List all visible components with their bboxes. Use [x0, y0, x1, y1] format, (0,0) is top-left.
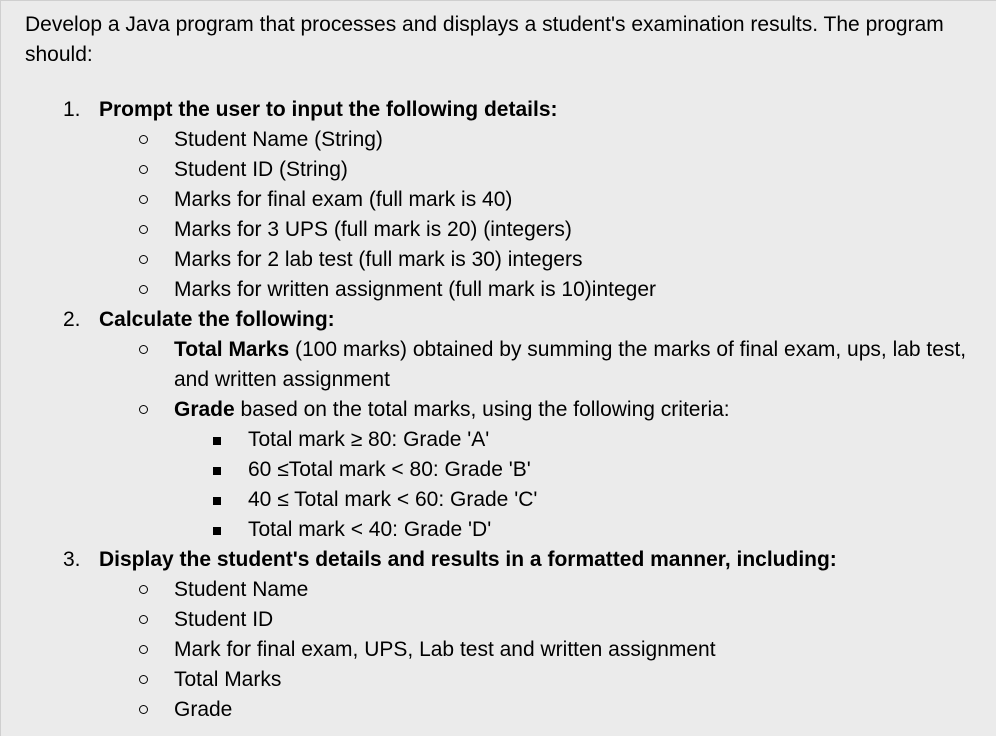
step-1-heading: Prompt the user to input the following details: [99, 98, 558, 121]
step-3-item: Total Marks [174, 668, 282, 691]
step-2-item-grade [174, 395, 730, 425]
hollow-bullet-icon [139, 705, 148, 714]
grade-criterion: 40 ≤ Total mark < 60: Grade 'C' [248, 488, 538, 511]
step-2-number: 2. [63, 308, 81, 331]
step-2-heading: Calculate the following: [99, 308, 335, 331]
hollow-bullet-icon [139, 675, 148, 684]
step-1-number: 1. [63, 98, 81, 121]
step-1-item: Marks for 2 lab test (full mark is 30) integers [174, 248, 583, 271]
grade-term: Grade [174, 398, 235, 421]
step-1-item: Student ID (String) [174, 158, 348, 181]
hollow-bullet-icon [139, 255, 148, 264]
filled-square-bullet-icon [213, 527, 221, 535]
hollow-bullet-icon [139, 585, 148, 594]
step-3-item: Student Name [174, 578, 309, 601]
hollow-bullet-icon [139, 645, 148, 654]
hollow-bullet-icon [139, 285, 148, 294]
grade-criterion: 60 ≤Total mark < 80: Grade 'B' [248, 458, 531, 481]
hollow-bullet-icon [139, 615, 148, 624]
hollow-bullet-icon [139, 405, 148, 414]
grade-description: based on the total marks, using the following criteria: [234, 398, 730, 421]
grade-criterion: Total mark ≥ 80: Grade 'A' [248, 428, 490, 451]
filled-square-bullet-icon [213, 437, 221, 445]
hollow-bullet-icon [139, 195, 148, 204]
step-3-item: Mark for final exam, UPS, Lab test and written assignment [174, 638, 716, 661]
intro-paragraph: Develop a Java program that processes and displays a student's examination results. The program should: [25, 13, 944, 66]
step-2-item-total-marks [174, 335, 989, 395]
filled-square-bullet-icon [213, 467, 221, 475]
filled-square-bullet-icon [213, 497, 221, 505]
hollow-bullet-icon [139, 165, 148, 174]
step-3-number: 3. [63, 548, 81, 571]
hollow-bullet-icon [139, 225, 148, 234]
step-1-item: Student Name (String) [174, 128, 383, 151]
step-1-item: Marks for written assignment (full mark is 10)integer [174, 278, 656, 301]
grade-criterion: Total mark < 40: Grade 'D' [248, 518, 492, 541]
total-marks-term: Total Marks [174, 338, 290, 361]
hollow-bullet-icon [139, 345, 148, 354]
total-marks-description: (100 marks) obtained by summing the marks of final exam, ups, lab test, and written assignment [174, 338, 967, 391]
step-3-item: Grade [174, 698, 233, 721]
step-3-heading: Display the student's details and results in a formatted manner, including: [99, 548, 837, 571]
step-1-item: Marks for final exam (full mark is 40) [174, 188, 513, 211]
step-1-item: Marks for 3 UPS (full mark is 20) (integers) [174, 218, 572, 241]
hollow-bullet-icon [139, 135, 148, 144]
step-3-item: Student ID [174, 608, 274, 631]
